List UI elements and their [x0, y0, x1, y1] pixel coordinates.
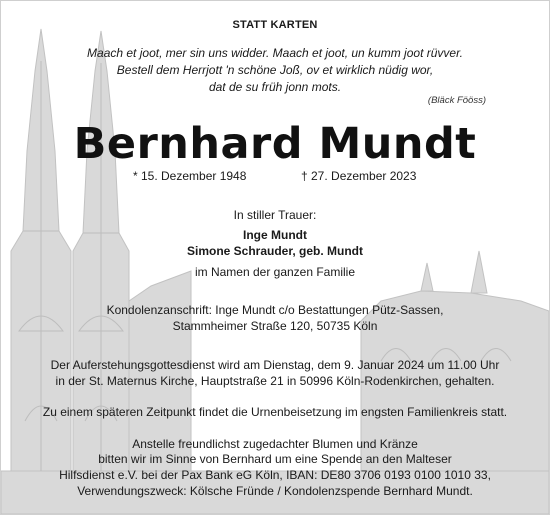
birth-date: * 15. Dezember 1948 — [133, 169, 247, 183]
donation-line: Verwendungszweck: Kölsche Fründe / Kondolenzspende Bernhard Mundt. — [77, 484, 473, 498]
poem-line-2: Bestell dem Herrjott 'n schöne Joß, ov et wirklich nüdig wor, — [116, 63, 434, 77]
mourner-name: Simone Schrauder, geb. Mundt — [186, 244, 364, 258]
condolence-address-line: Stammheimer Straße 120, 50735 Köln — [172, 319, 378, 333]
mourner-name: Inge Mundt — [243, 228, 307, 242]
family-line: im Namen der ganzen Familie — [194, 265, 356, 279]
death-date: † 27. Dezember 2023 — [301, 169, 417, 183]
service-line: Der Auferstehungsgottesdienst wird am Dienstag, dem 9. Januar 2024 um 11.00 Uhr — [50, 358, 500, 372]
poem-line-3: dat de su früh jonn mots. — [208, 80, 342, 94]
poem-line-1: Maach et joot, mer sin uns widder. Maach et joot, un kumm joot rüvver. — [87, 46, 463, 60]
service-line: in der St. Maternus Kirche, Hauptstraße 21 in 50996 Köln-Rodenkirchen, gehalten. — [55, 374, 495, 388]
mourning-intro: In stiller Trauer: — [233, 208, 317, 222]
condolence-address-line: Kondolenzanschrift: Inge Mundt c/o Bestattungen Pütz-Sassen, — [106, 303, 444, 317]
donation-line: Anstelle freundlichst zugedachter Blumen und Kränze — [132, 437, 418, 451]
poem-source: (Bläck Fööss) — [427, 95, 486, 106]
header-label: STATT KARTEN — [232, 19, 318, 31]
donation-line: bitten wir im Sinne von Bernhard um eine Spende an den Malteser — [98, 452, 452, 466]
deceased-name: Bernhard Mundt — [73, 119, 477, 169]
burial-note: Zu einem späteren Zeitpunkt findet die Urnenbeisetzung im engsten Familienkreis statt. — [42, 405, 508, 419]
donation-line: Hilfsdienst e.V. bei der Pax Bank eG Köln, IBAN: DE80 3706 0193 0100 1010 33, — [59, 468, 491, 482]
